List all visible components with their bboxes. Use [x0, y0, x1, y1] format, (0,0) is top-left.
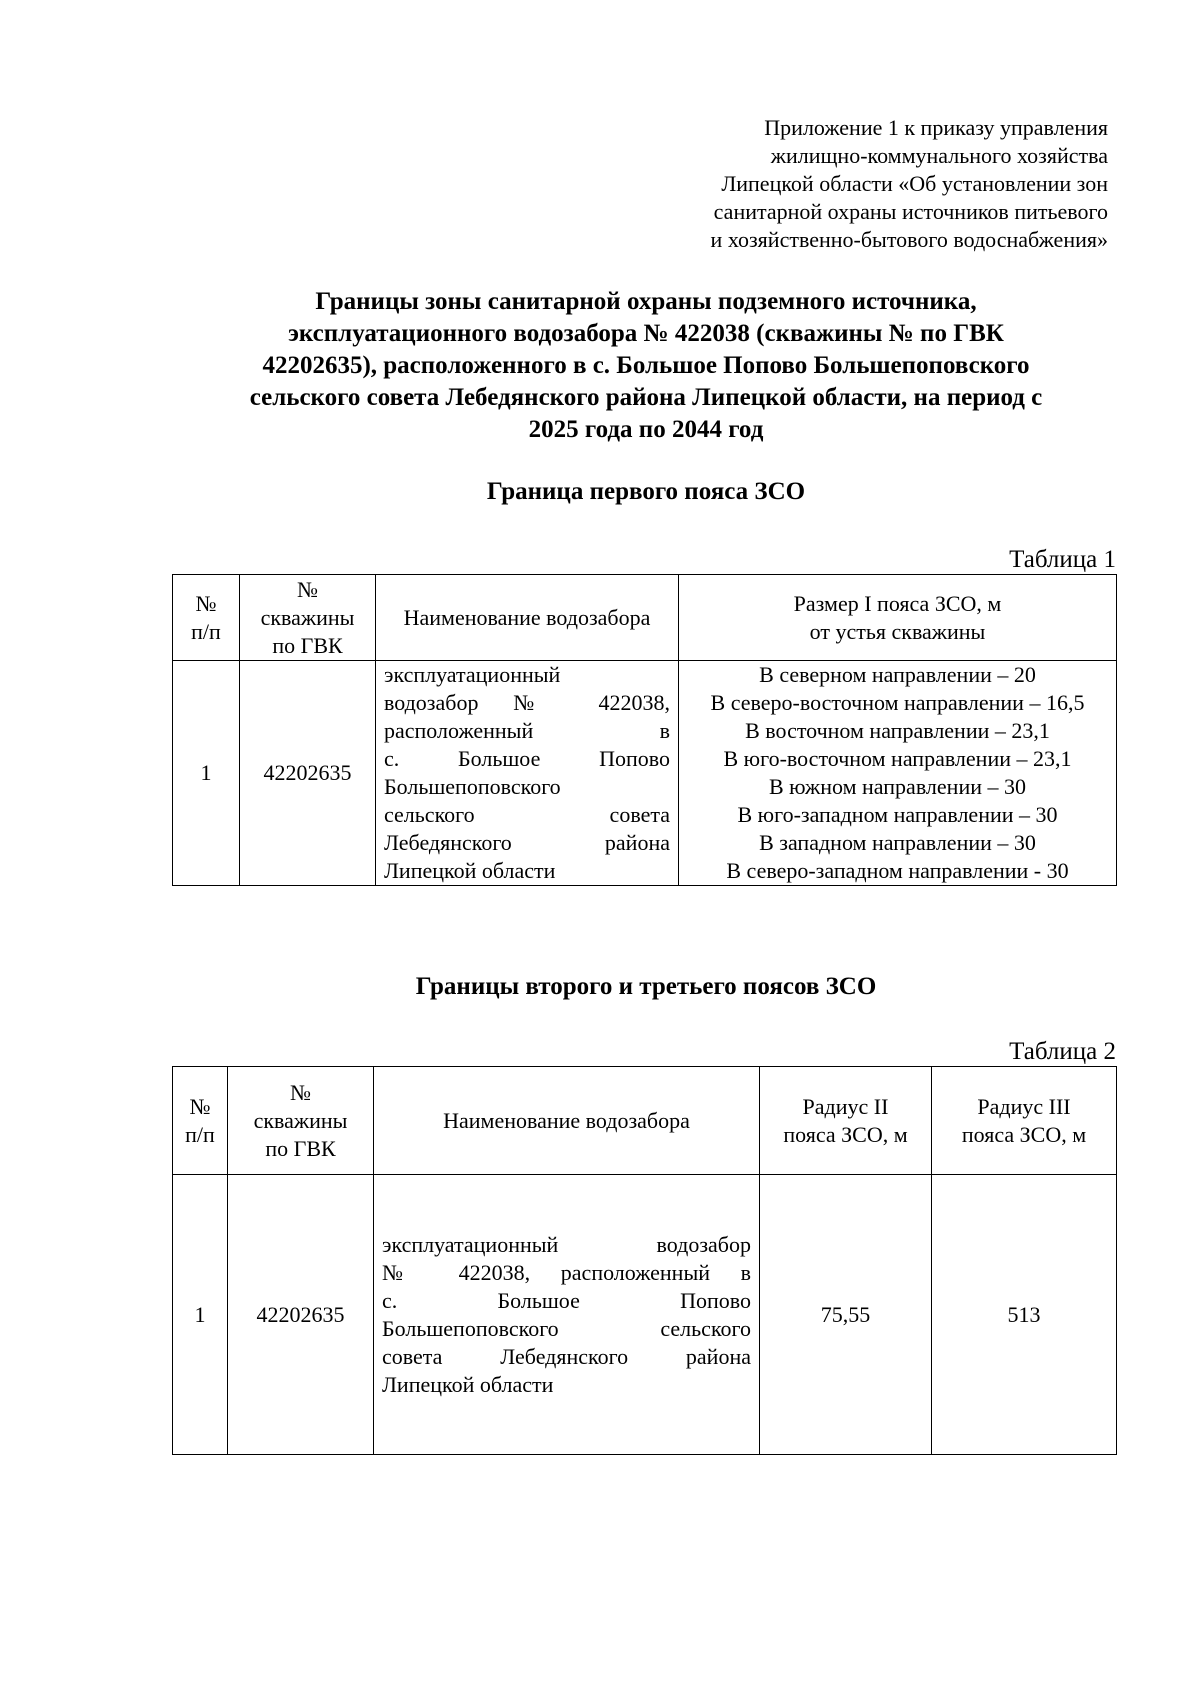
cell-name: эксплуатационный водозабор № 422038, расположенный в с. Большое Попово Большепоповского сельского совета Лебедянского района Липецкой области	[376, 661, 679, 886]
section1-title: Граница первого пояса ЗСО	[486, 478, 806, 505]
table-header-row	[173, 575, 1117, 661]
cell-well: 42202635	[228, 1175, 374, 1455]
table2-label: Таблица 2	[1009, 1038, 1116, 1065]
appendix-line: Приложение 1 к приказу управления	[764, 115, 1108, 140]
cell-radius-3: 513	[932, 1175, 1117, 1455]
table-header-row	[173, 1067, 1117, 1175]
cell-name: эксплуатационный водозабор № 422038, расположенный в с. Большое Попово Большепоповского сельского совета Лебедянского района Липецкой области	[374, 1175, 760, 1455]
header-well: № скважины по ГВК	[240, 575, 376, 661]
table-row	[173, 661, 1117, 886]
header-radius-3: Радиус III пояса ЗСО, м	[932, 1067, 1117, 1175]
header-size: Размер I пояса ЗСО, м от устья скважины	[679, 575, 1117, 661]
document-title	[172, 286, 1120, 446]
header-name: Наименование водозабора	[374, 1067, 760, 1175]
appendix-line: санитарной охраны источников питьевого	[713, 199, 1108, 224]
header-well: № скважины по ГВК	[228, 1067, 374, 1175]
title-line: 42202635), расположенного в с. Большое Попово Большепоповского	[262, 352, 1030, 379]
appendix-note	[600, 114, 1108, 254]
section2-title: Границы второго и третьего поясов ЗСО	[415, 973, 877, 1000]
title-line: эксплуатационного водозабора № 422038 (скважины № по ГВК	[288, 320, 1004, 347]
table-second-third-zone	[172, 1066, 1117, 1455]
header-radius-2: Радиус II пояса ЗСО, м	[760, 1067, 932, 1175]
table-first-zone	[172, 574, 1117, 886]
cell-size: В северном направлении – 20 В северо-восточном направлении – 16,5 В восточном направлении – 23,1 В юго-восточном направлении – 23,1 В южном направлении – 30 В юго-западном направлении – 30 В западном направлении – 30 В северо-западном направлении - 30	[679, 661, 1117, 886]
appendix-line: и хозяйственно-бытового водоснабжения»	[710, 227, 1108, 252]
header-num: № п/п	[173, 575, 240, 661]
cell-radius-2: 75,55	[760, 1175, 932, 1455]
cell-num: 1	[173, 661, 240, 886]
appendix-line: Липецкой области «Об установлении зон	[721, 171, 1108, 196]
appendix-line: жилищно-коммунального хозяйства	[770, 143, 1108, 168]
cell-well: 42202635	[240, 661, 376, 886]
table1-label: Таблица 1	[1009, 546, 1116, 573]
header-name: Наименование водозабора	[376, 575, 679, 661]
title-line: сельского совета Лебедянского района Липецкой области, на период с	[249, 384, 1043, 411]
title-line: 2025 года по 2044 год	[528, 416, 764, 443]
cell-num: 1	[173, 1175, 228, 1455]
header-num: № п/п	[173, 1067, 228, 1175]
title-line: Границы зоны санитарной охраны подземного источника,	[315, 288, 977, 315]
table-row	[173, 1175, 1117, 1455]
